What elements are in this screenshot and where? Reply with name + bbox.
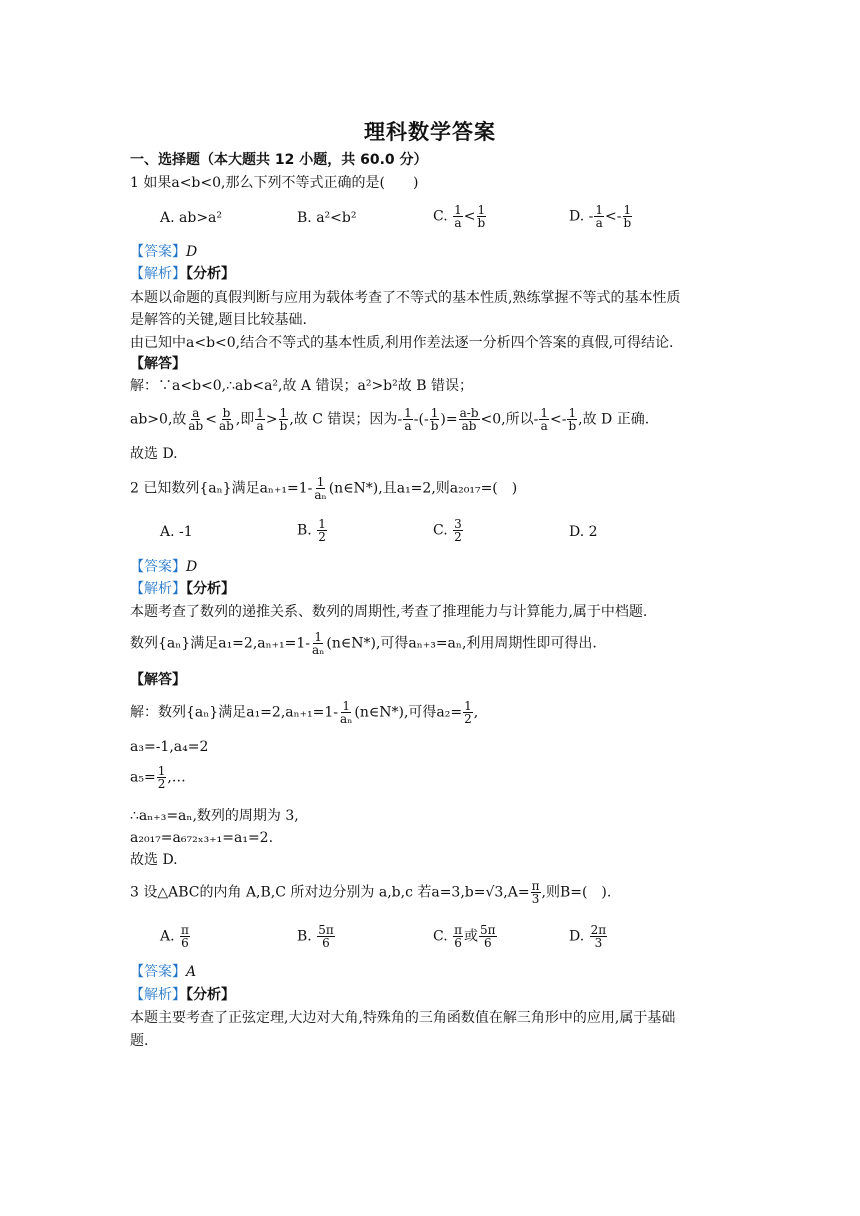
q1-option-a: A. ab>a² bbox=[160, 210, 223, 226]
q3-option-a: A. $\frac{\pi}{6}$ bbox=[160, 923, 189, 950]
q3-option-c-label: C. bbox=[433, 928, 448, 945]
q2-solution-5: a₂₀₁₇=a₆₇₂ₓ₃₊₁=a₁=2. bbox=[130, 830, 274, 846]
q2-solution-2: a₃=-1,a₄=2 bbox=[130, 739, 209, 755]
q1-solution-3: 故选 D. bbox=[130, 446, 178, 462]
q1-option-d: D. - $\frac{1}{a}$ <- $\frac{1}{b}$ bbox=[569, 203, 632, 230]
q2-stem-part-b: (n∈N*),且a₁=2,则a₂₀₁₇=( ) bbox=[328, 480, 518, 497]
q2-sol1-part-a: 解：数列{aₙ}满足a₁=2,aₙ₊₁=1- bbox=[130, 704, 339, 721]
q2-solution-4: ∴aₙ₊₃=aₙ,数列的周期为 3, bbox=[130, 808, 299, 824]
q3-stem-part-b: ,则B=( ). bbox=[541, 884, 612, 901]
q2-sol1-part-b: (n∈N*),可得a₂= bbox=[354, 704, 463, 721]
q2-sol3-part-b: ,… bbox=[167, 769, 186, 786]
q2-analysis-1: 本题考查了数列的递推关系、数列的周期性,考查了推理能力与计算能力,属于中档题. bbox=[130, 604, 648, 620]
q1-option-c-label: C. bbox=[433, 208, 448, 225]
answer-tag: 【答案】 bbox=[130, 559, 186, 575]
q2-solution-6: 故选 D. bbox=[130, 852, 178, 868]
q1-sol2-part-b: ,即 bbox=[235, 411, 255, 428]
q3-analysis-2: 题. bbox=[130, 1033, 149, 1049]
q2-option-b-label: B. bbox=[297, 522, 312, 539]
q2-stem-part-a: 2 已知数列{aₙ}满足aₙ₊₁=1- bbox=[130, 480, 313, 497]
q3-option-b: B. $\frac{5\pi}{6}$ bbox=[297, 923, 334, 950]
fenxi-tag: 【分析】 bbox=[186, 987, 235, 1003]
q1-option-d-label: D. bbox=[569, 208, 585, 225]
q2-stem: 2 已知数列{aₙ}满足aₙ₊₁=1- $\frac{1}{\text{aₙ}}$ (n∈N*),且a₁=2,则a₂₀₁₇=( ) bbox=[130, 475, 518, 502]
q3-answer-line bbox=[130, 962, 196, 982]
q3-analysis-tags bbox=[130, 985, 235, 1005]
q1-analysis-3: 由已知中a<b<0,结合不等式的基本性质,利用作差法逐一分析四个答案的真假,可得结论. bbox=[130, 335, 674, 351]
q2-option-d: D. 2 bbox=[569, 524, 598, 540]
q3-option-d: D. $\frac{2\pi}{3}$ bbox=[569, 923, 607, 950]
q3-option-c-or: 或 bbox=[464, 928, 479, 945]
q1-option-c: C. $\frac{1}{a}$ < $\frac{1}{b}$ bbox=[433, 203, 486, 230]
q1-stem: 1 如果a<b<0,那么下列不等式正确的是( ) bbox=[130, 175, 419, 191]
analysis-tag: 【解析】 bbox=[130, 581, 186, 597]
q2-solution-1: 解：数列{aₙ}满足a₁=2,aₙ₊₁=1- $\frac{1}{\text{aₙ}}$ (n∈N*),可得a₂= $\frac{1}{2}$ , bbox=[130, 699, 479, 726]
q3-option-d-label: D. bbox=[569, 928, 585, 945]
q1-solution-2: ab>0,故 $\frac{a}{ab}$ < $\frac{b}{ab}$ ,即 $\frac{1}{a}$ > $\frac{1}{b}$ ,故 C 错误；因为- $\frac{1}{a}$ -(- $\frac{1}{b}$ )= $\frac{a-b}{ab}$ <0,所以- $\frac{1}{a}$ <- $\frac{1}{b}$ ,故 D 正确. bbox=[130, 406, 650, 433]
q2-sol3-part-a: a₅= bbox=[130, 769, 156, 786]
q2-option-c: C. $\frac{3}{2}$ bbox=[433, 517, 462, 544]
q2-analysis-2: 数列{aₙ}满足a₁=2,aₙ₊₁=1- $\frac{1}{\text{aₙ}}$ (n∈N*),可得aₙ₊₃=aₙ,利用周期性即可得出. bbox=[130, 630, 597, 657]
q1-sol2-part-d: <0,所以 bbox=[480, 411, 534, 428]
q2-analysis2-part-a: 数列{aₙ}满足a₁=2,aₙ₊₁=1- bbox=[130, 635, 311, 652]
q2-option-a: A. -1 bbox=[160, 524, 193, 540]
q1-sol2-part-e: ,故 D 正确. bbox=[578, 411, 650, 428]
analysis-tag: 【解析】 bbox=[130, 266, 186, 282]
page-title: 理科数学答案 bbox=[364, 120, 496, 144]
q3-option-c: C. $\frac{\pi}{6}$ 或 $\frac{5\pi}{6}$ bbox=[433, 923, 496, 950]
fenxi-tag: 【分析】 bbox=[186, 581, 235, 597]
q3-option-a-label: A. bbox=[160, 928, 175, 945]
q2-option-b: B. $\frac{1}{2}$ bbox=[297, 517, 326, 544]
q1-answer-line bbox=[130, 242, 197, 262]
analysis-tag: 【解析】 bbox=[130, 987, 186, 1003]
q1-jieda-tag: 【解答】 bbox=[130, 356, 186, 372]
q2-answer-line bbox=[130, 557, 197, 577]
q2-analysis-tags bbox=[130, 579, 235, 599]
q1-analysis-tags bbox=[130, 264, 235, 284]
q1-option-b: B. a²<b² bbox=[297, 210, 357, 226]
q1-answer: D bbox=[186, 244, 198, 260]
q3-stem-part-a: 3 设△ABC的内角 A,B,C 所对边分别为 a,b,c 若a=3,b=√3,A= bbox=[130, 884, 530, 901]
q1-solution-1: 解：∵a<b<0,∴ab<a²,故 A 错误；a²>b²故 B 错误； bbox=[130, 378, 473, 394]
q1-analysis-2: 是解答的关键,题目比较基础. bbox=[130, 312, 307, 328]
q2-option-c-label: C. bbox=[433, 522, 448, 539]
q2-jieda-tag: 【解答】 bbox=[130, 672, 186, 688]
q3-option-b-label: B. bbox=[297, 928, 312, 945]
answer-tag: 【答案】 bbox=[130, 964, 186, 980]
q2-analysis2-part-b: (n∈N*),可得aₙ₊₃=aₙ,利用周期性即可得出. bbox=[326, 635, 597, 652]
answer-tag: 【答案】 bbox=[130, 244, 186, 260]
q3-analysis-1: 本题主要考查了正弦定理,大边对大角,特殊角的三角函数值在解三角形中的应用,属于基础 bbox=[130, 1010, 676, 1026]
q2-answer: D bbox=[186, 559, 198, 575]
q1-sol2-part-c: ,故 C 错误；因为 bbox=[289, 411, 398, 428]
q1-analysis-1: 本题以命题的真假判断与应用为载体考查了不等式的基本性质,熟练掌握不等式的基本性质 bbox=[130, 290, 681, 306]
q1-sol2-part-a: ab>0,故 bbox=[130, 411, 187, 428]
q3-stem: 3 设△ABC的内角 A,B,C 所对边分别为 a,b,c 若a=3,b=√3,A= $\frac{\pi}{3}$ ,则B=( ). bbox=[130, 879, 612, 906]
section-header: 一、选择题（本大题共 12 小题，共 60.0 分） bbox=[130, 152, 428, 168]
q3-answer: A bbox=[186, 964, 197, 980]
fenxi-tag: 【分析】 bbox=[186, 266, 235, 282]
q2-solution-3: a₅= $\frac{1}{2}$ ,… bbox=[130, 764, 186, 791]
